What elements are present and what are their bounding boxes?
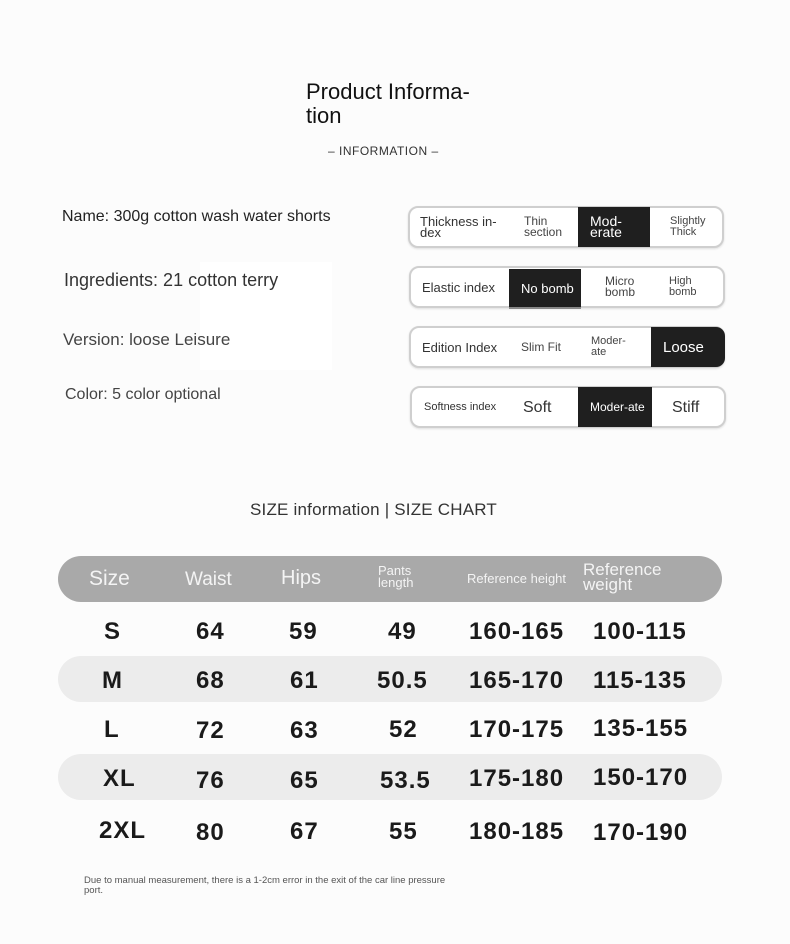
thickness-option-slightly-thick[interactable]: Slightly Thick (670, 215, 706, 238)
cell-pants-length: 53.5 (380, 767, 431, 794)
cell-pants-length: 49 (388, 618, 417, 645)
edition-option-loose-selected[interactable]: Loose (651, 327, 725, 367)
cell-size: M (102, 667, 123, 694)
cell-size: L (104, 716, 120, 743)
page-title: Product Informa-tion (306, 79, 470, 128)
softness-index-pill (410, 386, 726, 428)
edition-option-moderate[interactable]: Moder-ate (591, 335, 626, 358)
cell-hips: 63 (290, 717, 319, 744)
thickness-index-label: Thickness in-dex (420, 214, 497, 240)
footnote: Due to manual measurement, there is a 1-2cm error in the exit of the car line pressure port. (84, 875, 446, 896)
size-chart-title: SIZE information | SIZE CHART (250, 500, 498, 519)
elastic-option-micro-bomb[interactable]: Micro bomb (605, 274, 636, 299)
cell-reference-weight: 170-190 (593, 819, 689, 846)
softness-option-soft[interactable]: Soft (523, 398, 552, 416)
thickness-option-thin[interactable]: Thin section (524, 214, 563, 239)
cell-waist: 68 (196, 667, 225, 694)
softness-index-label: Softness index (424, 400, 497, 413)
cell-reference-weight: 100-115 (593, 618, 687, 645)
header-reference-height: Reference height (467, 571, 567, 586)
info-name: Name: 300g cotton wash water shorts (62, 208, 331, 225)
elastic-option-no-bomb-selected[interactable]: No bomb (509, 269, 581, 309)
info-ingredients: Ingredients: 21 cotton terry (64, 270, 279, 290)
edition-option-slim-fit[interactable]: Slim Fit (521, 339, 561, 354)
cell-size: S (104, 618, 122, 645)
cell-reference-height: 180-185 (469, 818, 565, 845)
elastic-index-label: Elastic index (422, 279, 495, 295)
elastic-option-high-bomb[interactable]: High bomb (669, 275, 697, 298)
cell-size: 2XL (99, 817, 147, 844)
cell-hips: 67 (290, 818, 319, 845)
softness-option-moderate-selected[interactable]: Moder-ate (578, 387, 652, 427)
header-pants-length: Pants length (378, 563, 414, 590)
cell-reference-height: 175-180 (469, 765, 565, 792)
thickness-option-moderate-selected[interactable]: Mod-erate (578, 207, 650, 247)
header-waist: Waist (185, 569, 232, 590)
cell-reference-height: 170-175 (469, 716, 565, 743)
softness-option-stiff[interactable]: Stiff (672, 398, 700, 416)
cell-hips: 59 (289, 618, 318, 645)
cell-size: XL (103, 765, 136, 792)
cell-reference-height: 165-170 (469, 667, 565, 694)
cell-hips: 65 (290, 767, 319, 794)
edition-index-label: Edition Index (422, 339, 498, 355)
thickness-index-pill (408, 206, 724, 248)
size-chart-header (58, 556, 722, 602)
cell-pants-length: 50.5 (377, 667, 428, 694)
header-size: Size (89, 567, 130, 590)
cell-waist: 76 (196, 767, 225, 794)
cell-waist: 80 (196, 819, 225, 846)
header-reference-weight: Reference weight (583, 560, 662, 594)
cell-reference-height: 160-165 (469, 618, 565, 645)
cell-pants-length: 55 (389, 818, 418, 845)
cell-reference-weight: 135-155 (593, 715, 689, 742)
cell-reference-weight: 115-135 (593, 667, 687, 694)
info-color: Color: 5 color optional (65, 386, 221, 403)
cell-hips: 61 (290, 667, 319, 694)
page-subtitle: – INFORMATION – (328, 144, 439, 158)
elastic-index-pill (409, 266, 725, 308)
cell-waist: 64 (196, 618, 225, 645)
edition-index-pill (409, 326, 725, 368)
cell-reference-weight: 150-170 (593, 764, 689, 791)
cell-waist: 72 (196, 717, 225, 744)
cell-pants-length: 52 (389, 716, 418, 743)
header-hips: Hips (281, 567, 322, 589)
info-version: Version: loose Leisure (63, 330, 231, 349)
